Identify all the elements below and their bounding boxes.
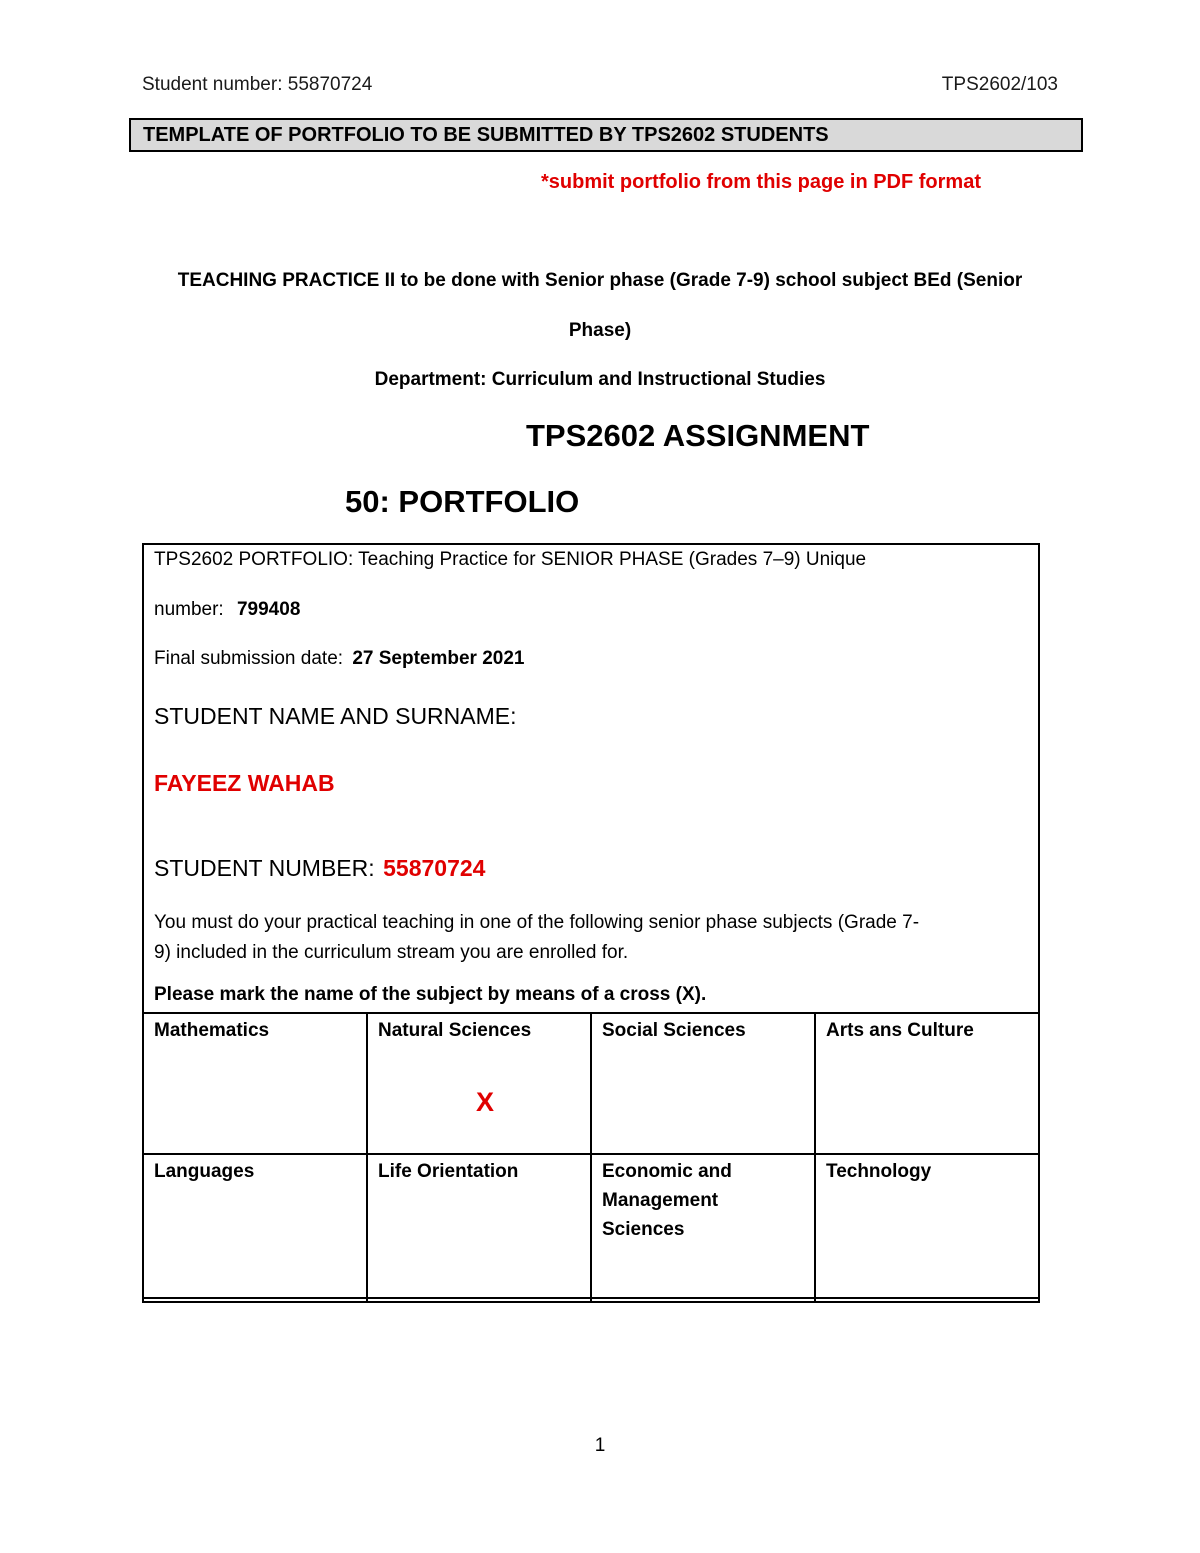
student-number-value: 55870724 bbox=[383, 855, 486, 881]
department-line: Department: Curriculum and Instructional Studies bbox=[374, 369, 826, 390]
subject-cell-arts-culture[interactable]: Arts ans Culture bbox=[815, 1013, 1039, 1154]
subject-cell-mathematics[interactable]: Mathematics bbox=[143, 1013, 367, 1154]
assignment-title: TPS2602 ASSIGNMENT bbox=[526, 418, 870, 453]
header-student-number: Student number: 55870724 bbox=[142, 74, 373, 95]
template-banner: TEMPLATE OF PORTFOLIO TO BE SUBMITTED BY TPS2602 STUDENTS bbox=[129, 118, 1083, 152]
subject-cell-technology[interactable]: Technology bbox=[815, 1154, 1039, 1302]
unique-number-value: 799408 bbox=[236, 599, 301, 620]
student-name-label: STUDENT NAME AND SURNAME: bbox=[154, 703, 517, 729]
student-number-row bbox=[154, 855, 1028, 882]
subject-cell-social-sciences[interactable]: Social Sciences bbox=[591, 1013, 815, 1154]
submission-date-label: Final submission date: bbox=[154, 648, 344, 669]
submission-date-value: 27 September 2021 bbox=[352, 648, 525, 669]
submit-note: *submit portfolio from this page in PDF format bbox=[541, 171, 981, 193]
mark-instruction: Please mark the name of the subject by means of a cross (X). bbox=[154, 984, 707, 1005]
student-number-label: STUDENT NUMBER: bbox=[154, 855, 375, 881]
submission-date-row bbox=[154, 648, 1028, 670]
instruction-line-1: You must do your practical teaching in one of the following senior phase subjects (Grade 7- bbox=[154, 912, 920, 933]
subjects-row-2 bbox=[143, 1154, 1039, 1302]
instruction-text bbox=[154, 908, 1028, 968]
subject-cell-languages[interactable]: Languages bbox=[143, 1154, 367, 1302]
cross-mark: X bbox=[476, 1087, 495, 1117]
unique-number-label: number: bbox=[154, 599, 224, 620]
subjects-table bbox=[142, 1012, 1040, 1303]
page-number: 1 bbox=[594, 1435, 606, 1456]
portfolio-cover-box bbox=[142, 543, 1040, 1299]
subject-cell-life-orientation[interactable]: Life Orientation bbox=[367, 1154, 591, 1302]
student-name-value: FAYEEZ WAHAB bbox=[154, 770, 335, 796]
header-course-code: TPS2602/103 bbox=[941, 74, 1058, 95]
subject-label-natural-sciences: Natural Sciences bbox=[378, 1020, 532, 1041]
subject-cell-economic-management[interactable]: Economic and Management Sciences bbox=[591, 1154, 815, 1302]
teaching-practice-line-1: TEACHING PRACTICE II to be done with Senior phase (Grade 7-9) school subject BEd (Senior bbox=[177, 270, 1023, 291]
instruction-line-2: 9) included in the curriculum stream you are enrolled for. bbox=[154, 942, 629, 963]
teaching-practice-line-2: Phase) bbox=[568, 320, 632, 341]
portfolio-title: 50: PORTFOLIO bbox=[345, 484, 580, 519]
unique-number-row bbox=[154, 599, 1028, 621]
subjects-row-1 bbox=[143, 1013, 1039, 1154]
portfolio-line: TPS2602 PORTFOLIO: Teaching Practice for SENIOR PHASE (Grades 7–9) Unique bbox=[154, 549, 867, 570]
subject-cell-natural-sciences[interactable] bbox=[367, 1013, 591, 1154]
